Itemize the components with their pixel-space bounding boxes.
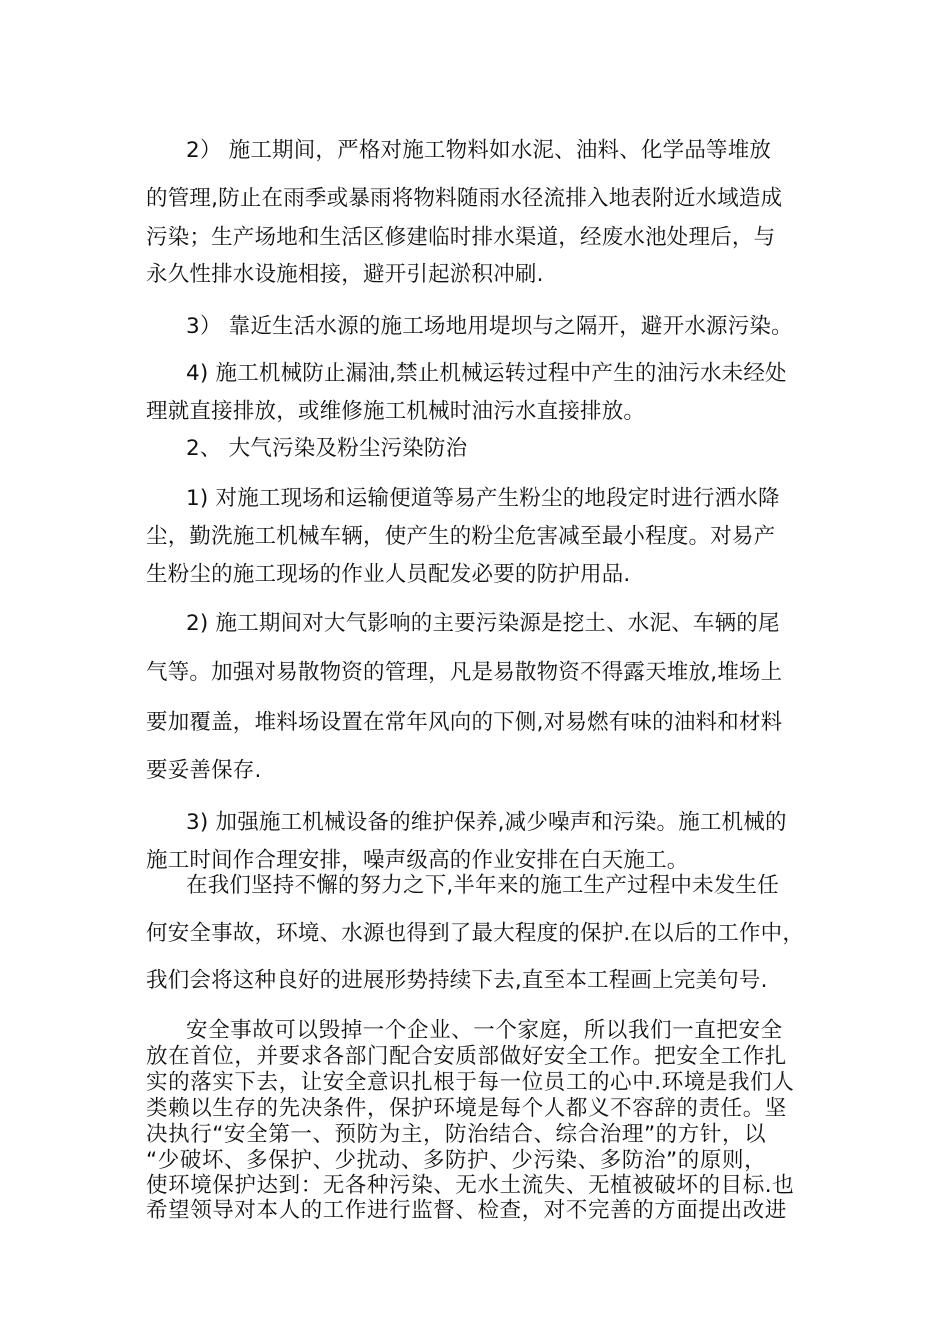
paragraph-8-line-6: “少破坏、多保护、少扰动、多防护、少污染、多防治”的原则， bbox=[146, 1148, 767, 1173]
paragraph-6-line-2: 施工时间作合理安排，噪声级高的作业安排在白天施工。 bbox=[146, 848, 689, 873]
section-heading-2: 2、 大气污染及粉尘污染防治 bbox=[186, 436, 468, 461]
paragraph-5-line-2: 气等。加强对易散物资的管理，凡是易散物资不得露天堆放,堆场上 bbox=[146, 660, 783, 685]
paragraph-7-line-2: 何安全事故，环境、水源也得到了最大程度的保护.在以后的工作中， bbox=[146, 921, 805, 946]
paragraph-1-line-1: 2） 施工期间，严格对施工物料如水泥、油料、化学品等堆放 bbox=[186, 138, 772, 163]
paragraph-8-line-5: 决执行“安全第一、预防为主，防治结合、综合治理”的方针，以 bbox=[146, 1122, 767, 1147]
paragraph-3-line-2: 理就直接排放，或维修施工机械时油污水直接排放。 bbox=[146, 399, 646, 424]
paragraph-2-line-1: 3） 靠近生活水源的施工场地用堤坝与之隔开，避开水源污染。 bbox=[186, 314, 793, 339]
paragraph-1-line-2: 的管理,防止在雨季或暴雨将物料随雨水径流排入地表附近水域造成 bbox=[146, 186, 783, 211]
paragraph-3-line-1: 4) 施工机械防止漏油,禁止机械运转过程中产生的油污水未经处 bbox=[186, 361, 787, 386]
paragraph-7-line-3: 我们会将这种良好的进展形势持续下去,直至本工程画上完美句号. bbox=[146, 968, 768, 993]
paragraph-4-line-3: 生粉尘的施工现场的作业人员配发必要的防护用品. bbox=[146, 562, 631, 587]
paragraph-8-line-8: 希望领导对本人的工作进行监督、检查，对不完善的方面提出改进 bbox=[146, 1198, 787, 1223]
paragraph-1-line-4: 永久性排水设施相接，避开引起淤积冲刷. bbox=[146, 262, 544, 287]
paragraph-4-line-2: 尘，勤洗施工机械车辆，使产生的粉尘危害减至最小程度。对易产 bbox=[146, 524, 776, 549]
paragraph-8-line-4: 类赖以生存的先决条件，保护环境是每个人都义不容辞的责任。坚 bbox=[146, 1096, 787, 1121]
paragraph-1-line-3: 污染；生产场地和生活区修建临时排水渠道，经废水池处理后，与 bbox=[146, 225, 776, 250]
paragraph-5-line-3: 要加覆盖，堆料场设置在常年风向的下侧,对易燃有味的油料和材料 bbox=[146, 710, 783, 735]
paragraph-5-line-4: 要妥善保存. bbox=[146, 758, 262, 783]
paragraph-7-line-1: 在我们坚持不懈的努力之下,半年来的施工生产过程中未发生任 bbox=[186, 873, 779, 898]
paragraph-8-line-3: 实的落实下去，让安全意识扎根于每一位员工的心中.环境是我们人 bbox=[146, 1070, 795, 1095]
paragraph-6-line-1: 3) 加强施工机械设备的维护保养,减少噪声和污染。施工机械的 bbox=[186, 810, 787, 835]
paragraph-8-line-7: 使环境保护达到：无各种污染、无水土流失、无植被破坏的目标.也 bbox=[146, 1173, 795, 1198]
paragraph-8-line-2: 放在首位，并要求各部门配合安质部做好安全工作。把安全工作扎 bbox=[146, 1044, 787, 1069]
paragraph-5-line-1: 2) 施工期间对大气影响的主要污染源是挖土、水泥、车辆的尾 bbox=[186, 611, 780, 636]
paragraph-8-line-1: 安全事故可以毁掉一个企业、一个家庭，所以我们一直把安全 bbox=[186, 1018, 783, 1043]
paragraph-4-line-1: 1) 对施工现场和运输便道等易产生粉尘的地段定时进行洒水降 bbox=[186, 486, 780, 511]
